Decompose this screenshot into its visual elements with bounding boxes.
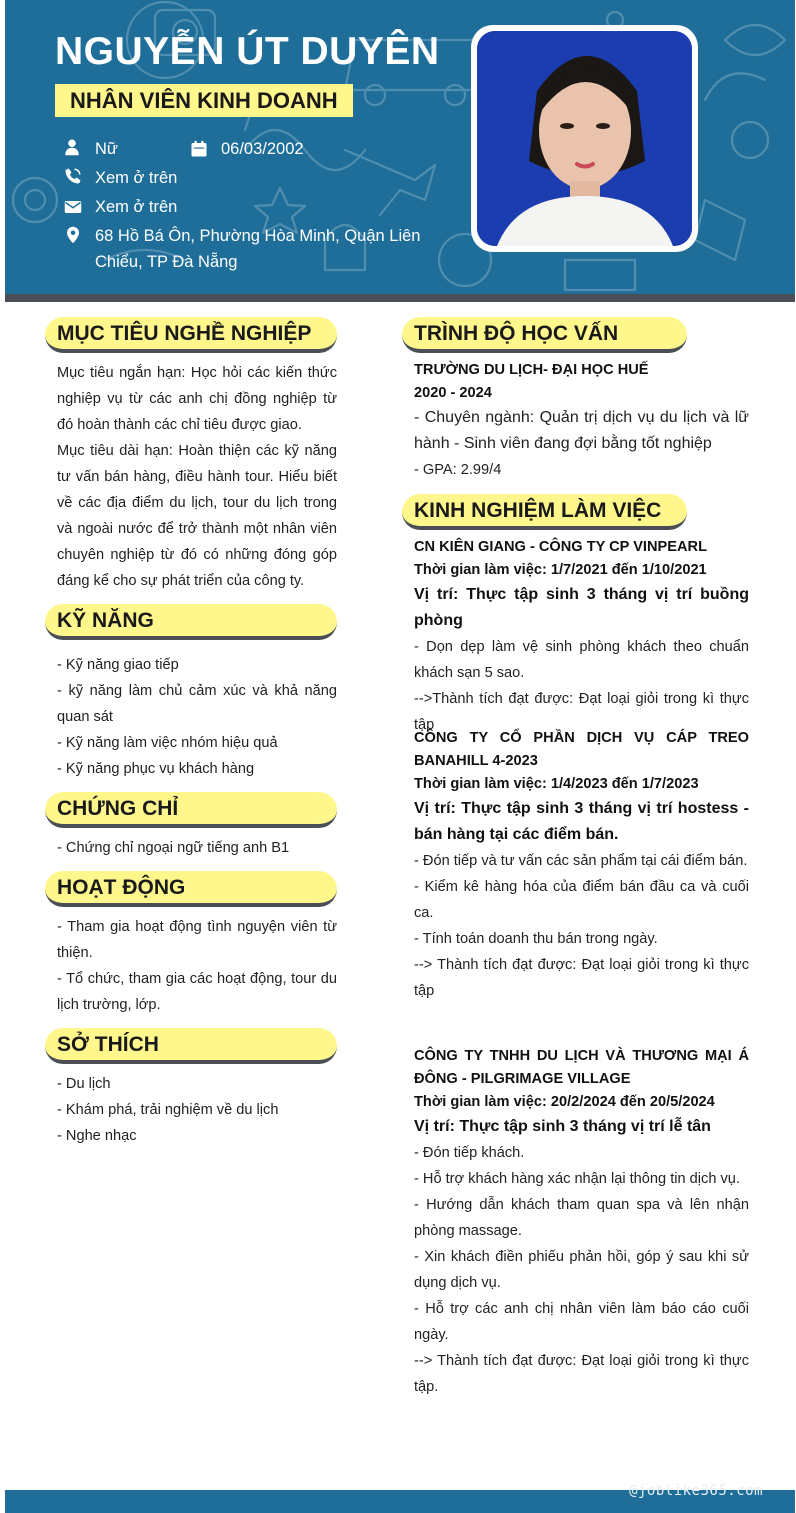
job-duty: --> Thành tích đạt được: Đạt loại giỏi trong kì thực tập. [414, 1353, 749, 1395]
section-heading-hobbies: SỞ THÍCH [45, 1028, 337, 1064]
list-item: - Nghe nhạc [57, 1128, 137, 1144]
experience-job-3 [414, 1045, 749, 1400]
objective-content [57, 360, 337, 594]
job-duty: - Hướng dẫn khách tham quan spa và lên nhận phòng massage. [414, 1197, 749, 1239]
footer-bar [5, 1483, 795, 1513]
job-duty: - Dọn dẹp làm vệ sinh phòng khách theo chuẩn khách sạn 5 sao. [414, 639, 749, 681]
gpa: - GPA: 2.99/4 [414, 462, 502, 478]
job-position: Vị trí: Thực tập sinh 3 tháng vị trí hostess - bán hàng tại các điểm bán. [414, 800, 749, 843]
section-heading-objective: MỤC TIÊU NGHỀ NGHIỆP [45, 317, 337, 353]
study-years: 2020 - 2024 [414, 385, 492, 401]
person-icon [63, 138, 81, 156]
job-duty: - Hỗ trợ các anh chị nhân viên làm báo cáo cuối ngày. [414, 1301, 749, 1343]
profile-photo-frame [471, 25, 698, 252]
job-position: Vị trí: Thực tập sinh 3 tháng vị trí lễ tân [414, 1118, 711, 1135]
company-name: CÔNG TY CỔ PHẦN DỊCH VỤ CÁP TREO BANAHILL 4-2023 [414, 730, 749, 769]
objective-short-term: Mục tiêu ngắn hạn: Học hỏi các kiến thức nghiệp vụ từ các anh chị đồng nghiệp từ đó hoàn thành các chỉ tiêu được giao. [57, 365, 337, 433]
list-item: - Chứng chỉ ngoại ngữ tiếng anh B1 [57, 840, 290, 856]
job-duty: - Kiểm kê hàng hóa của điểm bán đầu ca và cuối ca. [414, 879, 749, 921]
section-heading-skills: KỸ NĂNG [45, 604, 337, 640]
job-duty: - Đón tiếp khách. [414, 1145, 525, 1161]
experience-job-2 [414, 727, 749, 1004]
company-name: CN KIÊN GIANG - CÔNG TY CP VINPEARL [414, 539, 707, 555]
work-period: Thời gian làm việc: 1/7/2021 đến 1/10/2021 [414, 562, 707, 578]
work-period: Thời gian làm việc: 1/4/2023 đến 1/7/2023 [414, 776, 699, 792]
education-content [414, 359, 749, 483]
certificates-list [57, 835, 337, 861]
watermark-text: @joblike365.com [629, 1483, 763, 1499]
job-duty: --> Thành tích đạt được: Đạt loại giỏi trong kì thực tập [414, 957, 749, 999]
phone-value: Xem ở trên [95, 169, 178, 187]
location-pin-icon [64, 226, 82, 244]
cv-header [5, 0, 795, 294]
profile-photo [477, 31, 692, 246]
job-duty: - Xin khách điền phiếu phản hồi, góp ý sau khi sử dụng dịch vụ. [414, 1249, 749, 1291]
candidate-name: NGUYỄN ÚT DUYÊN [55, 30, 440, 73]
list-item: - Kỹ năng phục vụ khách hàng [57, 761, 255, 777]
work-period: Thời gian làm việc: 20/2/2024 đến 20/5/2024 [414, 1094, 715, 1110]
section-heading-certificates: CHỨNG CHỈ [45, 792, 337, 828]
activities-list [57, 914, 337, 1018]
job-duty: - Đón tiếp và tư vấn các sản phẩm tại cái điểm bán. [414, 853, 748, 869]
school-name: TRƯỜNG DU LỊCH- ĐẠI HỌC HUẾ [414, 362, 649, 378]
job-duty: - Hỗ trợ khách hàng xác nhận lại thông tin dịch vụ. [414, 1171, 740, 1187]
list-item: - Tham gia hoạt động tình nguyện viên từ thiện. [57, 919, 337, 961]
company-name: CÔNG TY TNHH DU LỊCH VÀ THƯƠNG MẠI Á ĐÔNG - PILGRIMAGE VILLAGE [414, 1048, 749, 1087]
list-item: - Kỹ năng giao tiếp [57, 657, 179, 673]
list-item: - Khám phá, trải nghiệm về du lịch [57, 1102, 279, 1118]
skills-list [57, 652, 337, 782]
header-divider [5, 294, 795, 302]
objective-long-term: Mục tiêu dài hạn: Hoàn thiện các kỹ năng tư vấn bán hàng, điều hành tour. Hiểu biết về các địa điểm du lịch, tour du lịch trong và ngoài nước để trở thành một nhân viên chuyên nghiệp từ đó có những đóng góp đáng kể cho sự phát triển của công ty. [57, 443, 337, 589]
major: - Chuyên ngành: Quản trị dịch vụ du lịch và lữ hành - Sinh viên đang đợi bằng tốt nghiệp [414, 409, 749, 452]
section-heading-activities: HOẠT ĐỘNG [45, 871, 337, 907]
birthday-value: 06/03/2002 [221, 140, 304, 158]
job-title-badge: NHÂN VIÊN KINH DOANH [55, 84, 353, 117]
experience-job-1 [414, 536, 749, 738]
email-value: Xem ở trên [95, 198, 178, 216]
job-duty: -->Thành tích đạt được: Đạt loại giỏi trong kì thực tập [414, 691, 749, 733]
list-item: - kỹ năng làm chủ cảm xúc và khả năng quan sát [57, 683, 337, 725]
job-duty: - Tính toán doanh thu bán trong ngày. [414, 931, 658, 947]
job-position: Vị trí: Thực tập sinh 3 tháng vị trí buồng phòng [414, 586, 749, 629]
hobbies-list [57, 1071, 337, 1149]
section-heading-experience: KINH NGHIỆM LÀM VIỆC [402, 494, 687, 530]
address-value: 68 Hồ Bá Ôn, Phường Hòa Minh, Quận Liên Chiểu, TP Đà Nẵng [95, 227, 421, 271]
list-item: - Du lịch [57, 1076, 111, 1092]
list-item: - Tổ chức, tham gia các hoạt động, tour du lịch trường, lớp. [57, 971, 337, 1013]
section-heading-education: TRÌNH ĐỘ HỌC VẤN [402, 317, 687, 353]
gender-value: Nữ [95, 140, 118, 158]
email-icon [64, 198, 82, 216]
calendar-icon [190, 140, 208, 158]
phone-icon [64, 167, 82, 185]
list-item: - Kỹ năng làm việc nhóm hiệu quả [57, 735, 278, 751]
